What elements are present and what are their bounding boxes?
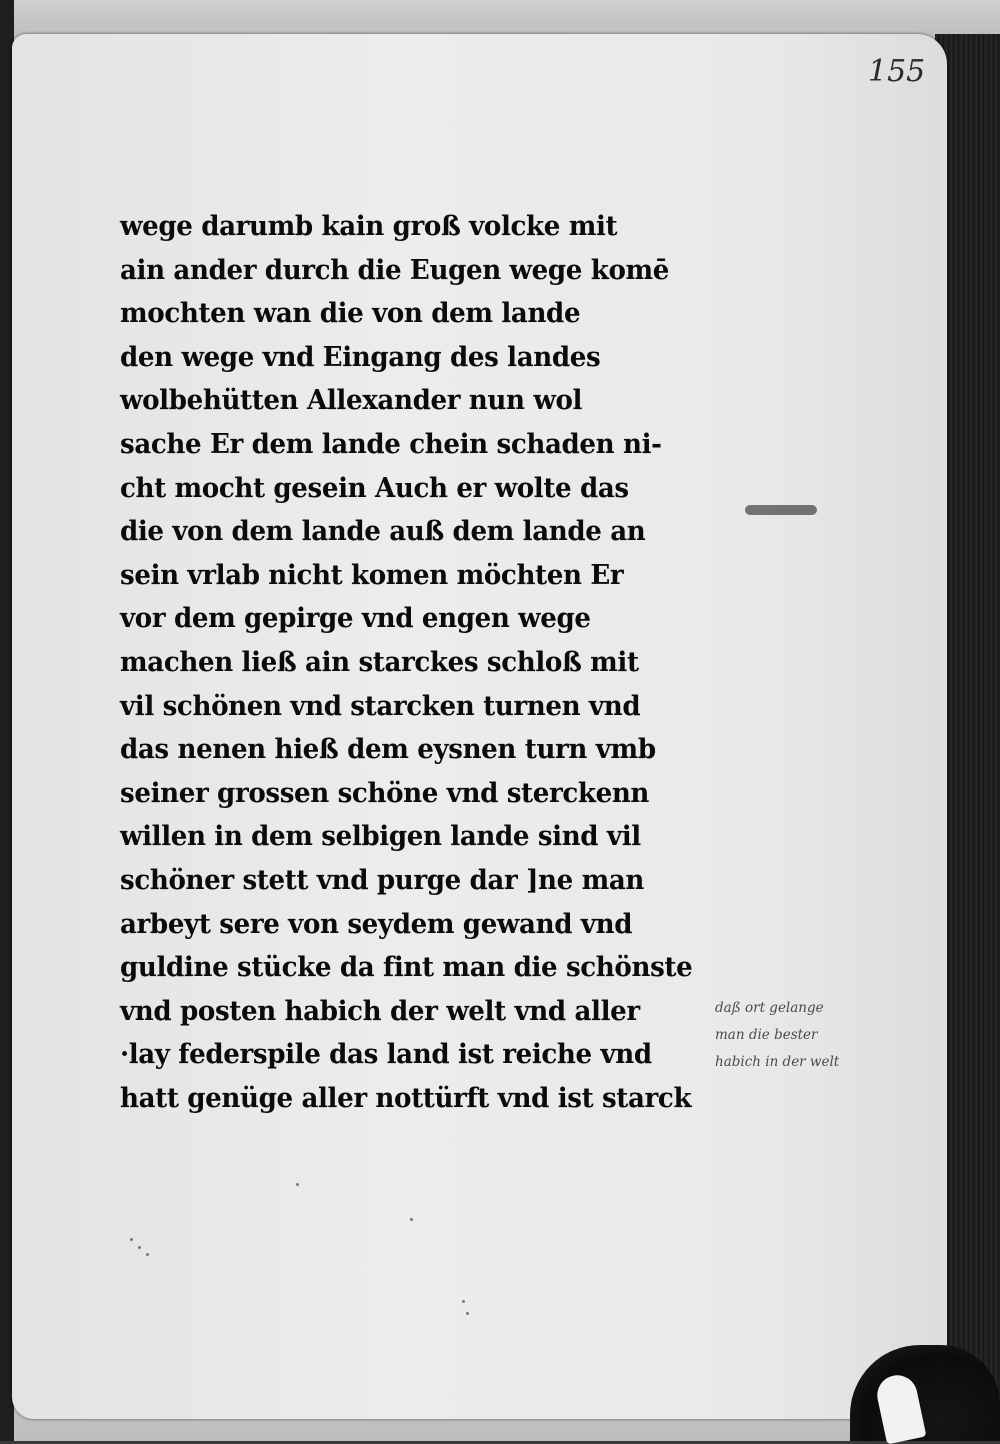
text-line: seiner grossen schöne vnd sterckenn — [120, 777, 650, 809]
text-line: schöner stett vnd purge dar ]ne man — [120, 864, 645, 896]
text-line: wege darumb kain groß volcke mit — [120, 211, 618, 242]
text-line: hatt genüge aller nottürft vnd ist starck — [120, 1082, 692, 1114]
text-line: den wege vnd Eingang des landes — [120, 341, 601, 373]
marginal-note — [715, 995, 920, 1076]
text-line: vil schönen vnd starcken turnen vnd — [120, 690, 641, 722]
text-line: wolbehütten Allexander nun wol — [120, 385, 583, 417]
ink-speck — [466, 1312, 469, 1315]
text-line: das nenen hieß dem eysnen turn vmb — [120, 734, 656, 766]
text-line: sein vrlab nicht komen möchten Er — [120, 559, 624, 591]
margin-ink-stroke — [745, 505, 817, 515]
marginal-note-line: man die bester — [715, 1027, 818, 1043]
text-line: arbeyt sere von seydem gewand vnd — [120, 908, 633, 940]
ink-speck — [296, 1183, 299, 1186]
ink-speck — [138, 1246, 141, 1249]
text-line: die von dem lande auß dem lande an — [120, 516, 646, 548]
text-line: ain ander durch die Eugen wege komē — [120, 254, 670, 286]
text-line: cht mocht gesein Auch er wolte das — [120, 472, 629, 504]
ink-speck — [410, 1218, 413, 1221]
ink-speck — [130, 1238, 133, 1241]
ink-speck — [146, 1253, 149, 1256]
text-line: mochten wan die von dem lande — [120, 298, 581, 330]
text-line: ·lay federspile das land ist reiche vnd — [120, 1039, 652, 1071]
marginal-note-line: daß ort gelange — [715, 1000, 824, 1016]
marginal-note-line: habich in der welt — [715, 1054, 840, 1070]
text-line: willen in dem selbigen lande sind vil — [120, 821, 641, 853]
folio-number: 155 — [868, 54, 926, 89]
ink-speck — [462, 1300, 465, 1303]
main-text-block — [120, 205, 740, 1120]
text-line: guldine stücke da fint man die schönste — [120, 952, 693, 984]
text-line: sache Er dem lande chein schaden ni- — [120, 428, 662, 460]
text-line: vor dem gepirge vnd engen wege — [120, 603, 591, 635]
text-line: machen ließ ain starckes schloß mit — [120, 646, 639, 678]
text-line: vnd posten habich der welt vnd aller — [120, 995, 640, 1027]
